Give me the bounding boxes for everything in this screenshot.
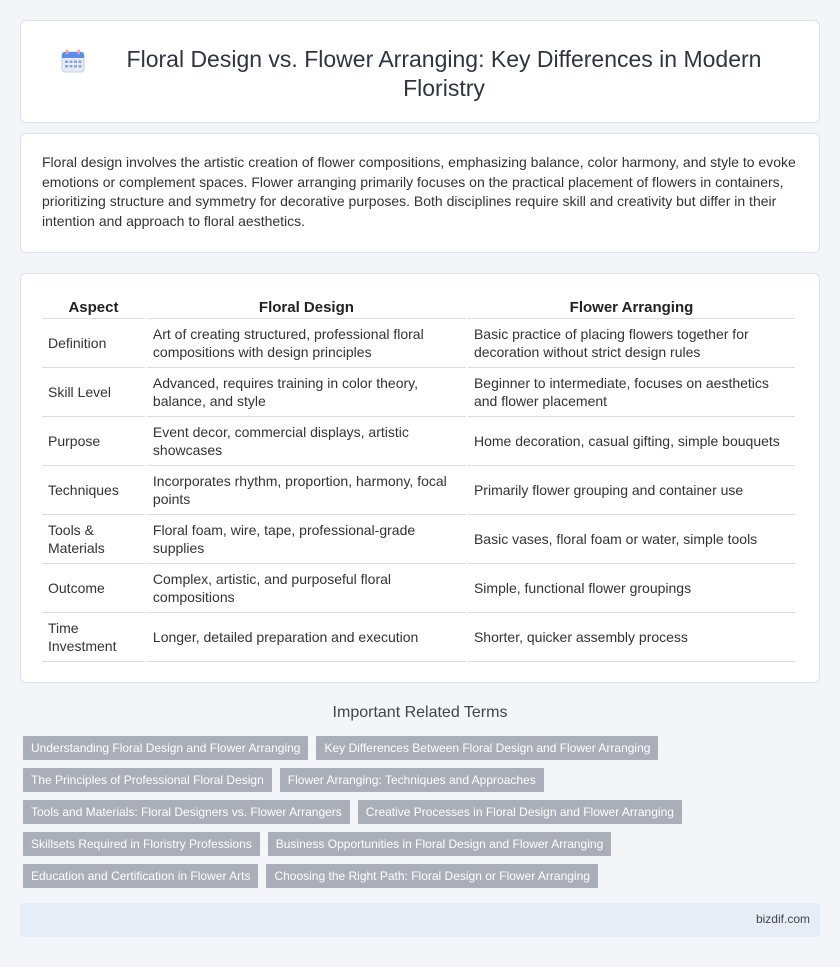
footer bbox=[20, 903, 820, 937]
table-row bbox=[42, 417, 795, 466]
floral-design-cell: Incorporates rhythm, proportion, harmony, focal points bbox=[147, 466, 466, 515]
flower-arranging-cell: Beginner to intermediate, focuses on aesthetics and flower placement bbox=[468, 368, 795, 417]
floral-design-cell: Floral foam, wire, tape, professional-grade supplies bbox=[147, 515, 466, 564]
aspect-cell: Definition bbox=[42, 319, 145, 368]
flower-arranging-cell: Simple, functional flower groupings bbox=[468, 564, 795, 613]
flower-arranging-cell: Basic vases, floral foam or water, simple tools bbox=[468, 515, 795, 564]
related-term-link[interactable]: Creative Processes in Floral Design and Flower Arranging bbox=[358, 800, 682, 824]
tag-row bbox=[23, 864, 823, 888]
floral-design-cell: Event decor, commercial displays, artistic showcases bbox=[147, 417, 466, 466]
aspect-cell: Skill Level bbox=[42, 368, 145, 417]
aspect-cell: Time Investment bbox=[42, 613, 145, 662]
page-title: Floral Design vs. Flower Arranging: Key Differences in Modern Floristry bbox=[126, 46, 762, 101]
aspect-cell: Outcome bbox=[42, 564, 145, 613]
header-card bbox=[20, 20, 820, 123]
header-flower-arranging: Flower Arranging bbox=[468, 296, 795, 319]
table-header-row bbox=[42, 296, 795, 319]
related-term-link[interactable]: Education and Certification in Flower Arts bbox=[23, 864, 258, 888]
tag-row bbox=[23, 832, 823, 856]
comparison-card bbox=[20, 273, 820, 683]
floral-design-cell: Longer, detailed preparation and execution bbox=[147, 613, 466, 662]
header-floral-design: Floral Design bbox=[147, 296, 466, 319]
table-row bbox=[42, 319, 795, 368]
flower-arranging-cell: Home decoration, casual gifting, simple bouquets bbox=[468, 417, 795, 466]
related-term-link[interactable]: Tools and Materials: Floral Designers vs. Flower Arrangers bbox=[23, 800, 350, 824]
intro-paragraph: Floral design involves the artistic creation of flower compositions, emphasizing balance, color harmony, and style to evoke emotions or complement spaces. Flower arranging primarily focuses on the practical placement of flowers in containers, prioritizing structure and symmetry for decorative purposes. Both disciplines require skill and creativity but differ in their intention and approach to floral aesthetics. bbox=[42, 154, 796, 229]
table-row bbox=[42, 515, 795, 564]
related-term-link[interactable]: Choosing the Right Path: Floral Design or Flower Arranging bbox=[266, 864, 598, 888]
aspect-cell: Purpose bbox=[42, 417, 145, 466]
aspect-cell: Tools & Materials bbox=[42, 515, 145, 564]
table-row bbox=[42, 613, 795, 662]
related-term-link[interactable]: Business Opportunities in Floral Design and Flower Arranging bbox=[268, 832, 612, 856]
floral-design-cell: Complex, artistic, and purposeful floral compositions bbox=[147, 564, 466, 613]
related-term-link[interactable]: Understanding Floral Design and Flower Arranging bbox=[23, 736, 308, 760]
related-term-link[interactable]: Skillsets Required in Floristry Professions bbox=[23, 832, 260, 856]
header-aspect: Aspect bbox=[42, 296, 145, 319]
table-row bbox=[42, 368, 795, 417]
floral-design-cell: Advanced, requires training in color theory, balance, and style bbox=[147, 368, 466, 417]
flower-arranging-cell: Shorter, quicker assembly process bbox=[468, 613, 795, 662]
intro-card bbox=[20, 133, 820, 253]
comparison-table bbox=[40, 296, 797, 662]
calendar-icon bbox=[61, 49, 85, 73]
tag-row bbox=[23, 800, 823, 824]
tag-row bbox=[23, 768, 823, 792]
related-terms-title: Important Related Terms bbox=[332, 704, 508, 721]
table-row bbox=[42, 564, 795, 613]
flower-arranging-cell: Primarily flower grouping and container use bbox=[468, 466, 795, 515]
tag-row bbox=[23, 736, 823, 760]
related-term-link[interactable]: Key Differences Between Floral Design and Flower Arranging bbox=[316, 736, 658, 760]
aspect-cell: Techniques bbox=[42, 466, 145, 515]
flower-arranging-cell: Basic practice of placing flowers together for decoration without strict design rules bbox=[468, 319, 795, 368]
table-row bbox=[42, 466, 795, 515]
floral-design-cell: Art of creating structured, professional floral compositions with design principles bbox=[147, 319, 466, 368]
site-name[interactable]: bizdif.com bbox=[755, 912, 810, 926]
related-term-link[interactable]: The Principles of Professional Floral Design bbox=[23, 768, 272, 792]
related-term-link[interactable]: Flower Arranging: Techniques and Approaches bbox=[280, 768, 544, 792]
related-terms-list bbox=[23, 736, 823, 896]
